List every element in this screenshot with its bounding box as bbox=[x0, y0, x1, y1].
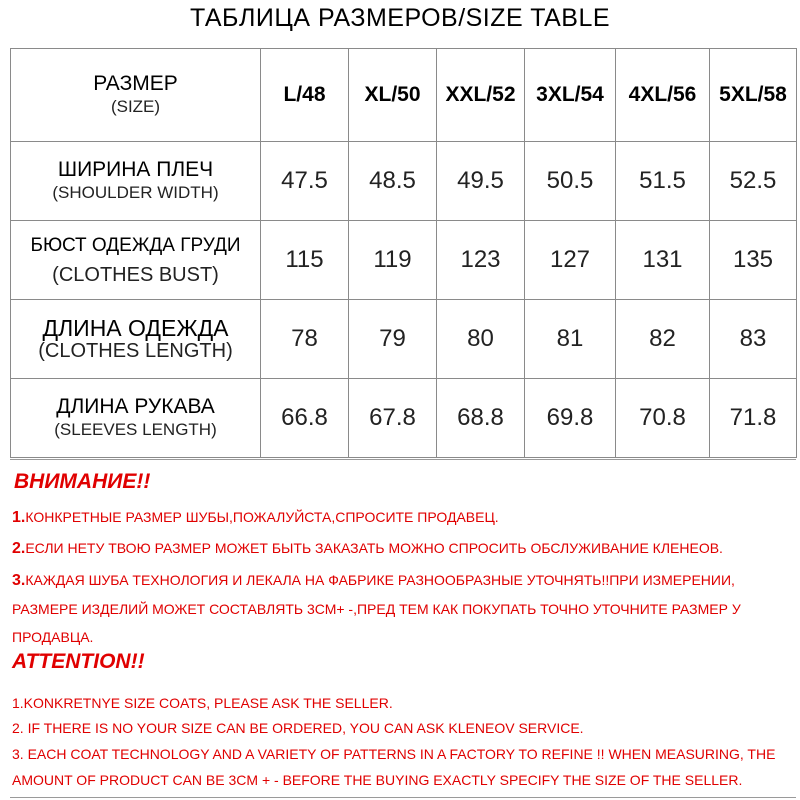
size-header-cell bbox=[11, 49, 261, 142]
row-label-ru: БЮСТ ОДЕЖДА ГРУДИ bbox=[30, 235, 241, 256]
table-cell bbox=[437, 142, 525, 221]
notice-ru-item bbox=[12, 503, 792, 532]
cell-value: 127 bbox=[549, 246, 591, 273]
table-cell bbox=[261, 300, 349, 379]
table-cell bbox=[349, 142, 437, 221]
bottom-divider bbox=[10, 797, 796, 798]
cell-value: 131 bbox=[642, 246, 683, 273]
cell-value: 67.8 bbox=[369, 404, 416, 431]
table-cell bbox=[710, 221, 797, 300]
table-cell bbox=[525, 379, 616, 458]
size-header-ru: РАЗМЕР bbox=[93, 72, 178, 95]
row-header-cell bbox=[11, 300, 261, 379]
size-column-header bbox=[437, 49, 525, 142]
row-header-cell bbox=[11, 221, 261, 300]
cell-value: 71.8 bbox=[729, 404, 777, 431]
size-label: XL/50 bbox=[364, 83, 421, 106]
cell-value: 80 bbox=[467, 325, 494, 352]
notice-number: 1. bbox=[12, 509, 26, 526]
warning-heading-ru: ВНИМАНИЕ!! bbox=[14, 470, 151, 493]
notice-number: 3. bbox=[12, 572, 26, 589]
cell-value: 69.8 bbox=[546, 404, 594, 431]
table-cell bbox=[616, 221, 710, 300]
notice-text: ЕСЛИ НЕТУ ТВОЮ РАЗМЕР МОЖЕТ БЫТЬ ЗАКАЗАТЬ МОЖНО СПРОСИТЬ ОБСЛУЖИВАНИЕ КЛЕНЕОВ. bbox=[25, 540, 723, 556]
table-cell bbox=[437, 300, 525, 379]
size-label: L/48 bbox=[283, 83, 326, 106]
size-column-header bbox=[261, 49, 349, 142]
notice-ru-item bbox=[12, 566, 792, 651]
notice-en-item: 2. IF THERE IS NO YOUR SIZE CAN BE ORDERED, YOU CAN ASK KLENEOV SERVICE. bbox=[12, 720, 584, 736]
cell-value: 83 bbox=[739, 325, 767, 352]
cell-value: 48.5 bbox=[369, 167, 416, 194]
table-cell bbox=[616, 300, 710, 379]
table-cell bbox=[525, 221, 616, 300]
table-cell bbox=[710, 142, 797, 221]
cell-value: 70.8 bbox=[639, 404, 686, 431]
page-title: ТАБЛИЦА РАЗМЕРОВ/SIZE TABLE bbox=[189, 4, 611, 32]
table-cell bbox=[437, 379, 525, 458]
cell-value: 50.5 bbox=[546, 167, 594, 194]
notice-en-item: 1.KONKRETNYE SIZE COATS, PLEASE ASK THE SELLER. bbox=[12, 695, 393, 711]
table-cell bbox=[437, 221, 525, 300]
notice-text: КОНКРЕТНЫЕ РАЗМЕР ШУБЫ,ПОЖАЛУЙСТА,СПРОСИТЕ ПРОДАВЕЦ. bbox=[25, 509, 499, 525]
table-cell bbox=[261, 142, 349, 221]
cell-value: 66.8 bbox=[281, 404, 328, 431]
size-label: 3XL/54 bbox=[536, 83, 604, 106]
cell-value: 82 bbox=[649, 325, 676, 352]
row-header-cell bbox=[11, 379, 261, 458]
notice-ru-item bbox=[12, 534, 792, 563]
table-row bbox=[11, 221, 797, 300]
warning-heading-en: ATTENTION!! bbox=[12, 650, 145, 673]
table-cell bbox=[261, 221, 349, 300]
row-label-en: (CLOTHES LENGTH) bbox=[38, 340, 233, 362]
row-label-ru: ДЛИНА РУКАВА bbox=[56, 395, 215, 418]
table-row bbox=[11, 300, 797, 379]
size-column-header bbox=[349, 49, 437, 142]
notice-text: КАЖДАЯ ШУБА ТЕХНОЛОГИЯ И ЛЕКАЛА НА ФАБРИКЕ РАЗНООБРАЗНЫЕ УТОЧНЯТЬ!!ПРИ ИЗМЕРЕНИИ, РАЗМЕРЕ ИЗДЕЛИЙ МОЖЕТ СОСТАВЛЯТЬ 3СМ+ -,ПРЕД ТЕМ КАК ПОКУПАТЬ ТОЧНО УТОЧНИТЕ РАЗМЕР У ПРОДАВЦА. bbox=[12, 572, 741, 645]
cell-value: 79 bbox=[379, 325, 406, 352]
table-row bbox=[11, 142, 797, 221]
row-label-ru: ДЛИНА ОДЕЖДА bbox=[42, 315, 229, 341]
table-cell bbox=[616, 142, 710, 221]
table-cell bbox=[525, 300, 616, 379]
table-cell bbox=[349, 300, 437, 379]
size-label: 5XL/58 bbox=[719, 83, 787, 106]
table-cell bbox=[349, 221, 437, 300]
table-cell bbox=[349, 379, 437, 458]
row-label-en: (CLOTHES BUST) bbox=[52, 264, 219, 286]
cell-value: 119 bbox=[373, 246, 412, 273]
table-cell bbox=[261, 379, 349, 458]
cell-value: 51.5 bbox=[639, 167, 686, 194]
cell-value: 135 bbox=[732, 246, 774, 273]
cell-value: 81 bbox=[556, 325, 584, 352]
cell-value: 52.5 bbox=[729, 167, 777, 194]
size-column-header bbox=[710, 49, 797, 142]
size-header-en: (SIZE) bbox=[110, 97, 161, 116]
table-header-row bbox=[11, 49, 797, 142]
size-column-header bbox=[525, 49, 616, 142]
cell-value: 68.8 bbox=[457, 404, 504, 431]
notice-number: 2. bbox=[12, 540, 26, 557]
size-label: 4XL/56 bbox=[628, 83, 697, 106]
table-cell bbox=[616, 379, 710, 458]
row-label-ru: ШИРИНА ПЛЕЧ bbox=[57, 158, 214, 181]
row-header-cell bbox=[11, 142, 261, 221]
table-cell bbox=[710, 379, 797, 458]
cell-value: 123 bbox=[460, 246, 501, 273]
cell-value: 47.5 bbox=[281, 167, 328, 194]
cell-value: 78 bbox=[291, 325, 318, 352]
section-divider bbox=[10, 459, 796, 460]
size-table bbox=[10, 48, 797, 458]
row-label-en: (SHOULDER WIDTH) bbox=[52, 183, 219, 202]
table-row bbox=[11, 379, 797, 458]
row-label-en: (SLEEVES LENGTH) bbox=[54, 420, 217, 439]
table-cell bbox=[710, 300, 797, 379]
size-label: XXL/52 bbox=[445, 83, 516, 106]
size-column-header bbox=[616, 49, 710, 142]
table-cell bbox=[525, 142, 616, 221]
cell-value: 49.5 bbox=[457, 167, 504, 194]
notice-en-item: 3. EACH COAT TECHNOLOGY AND A VARIETY OF PATTERNS IN A FACTORY TO REFINE !! WHEN MEASURING, THE AMOUNT OF PRODUCT CAN BE 3CM + - BEFORE THE BUYING EXACTLY SPECIFY THE SIZE OF THE SELLER. bbox=[12, 746, 776, 788]
cell-value: 115 bbox=[285, 246, 324, 273]
